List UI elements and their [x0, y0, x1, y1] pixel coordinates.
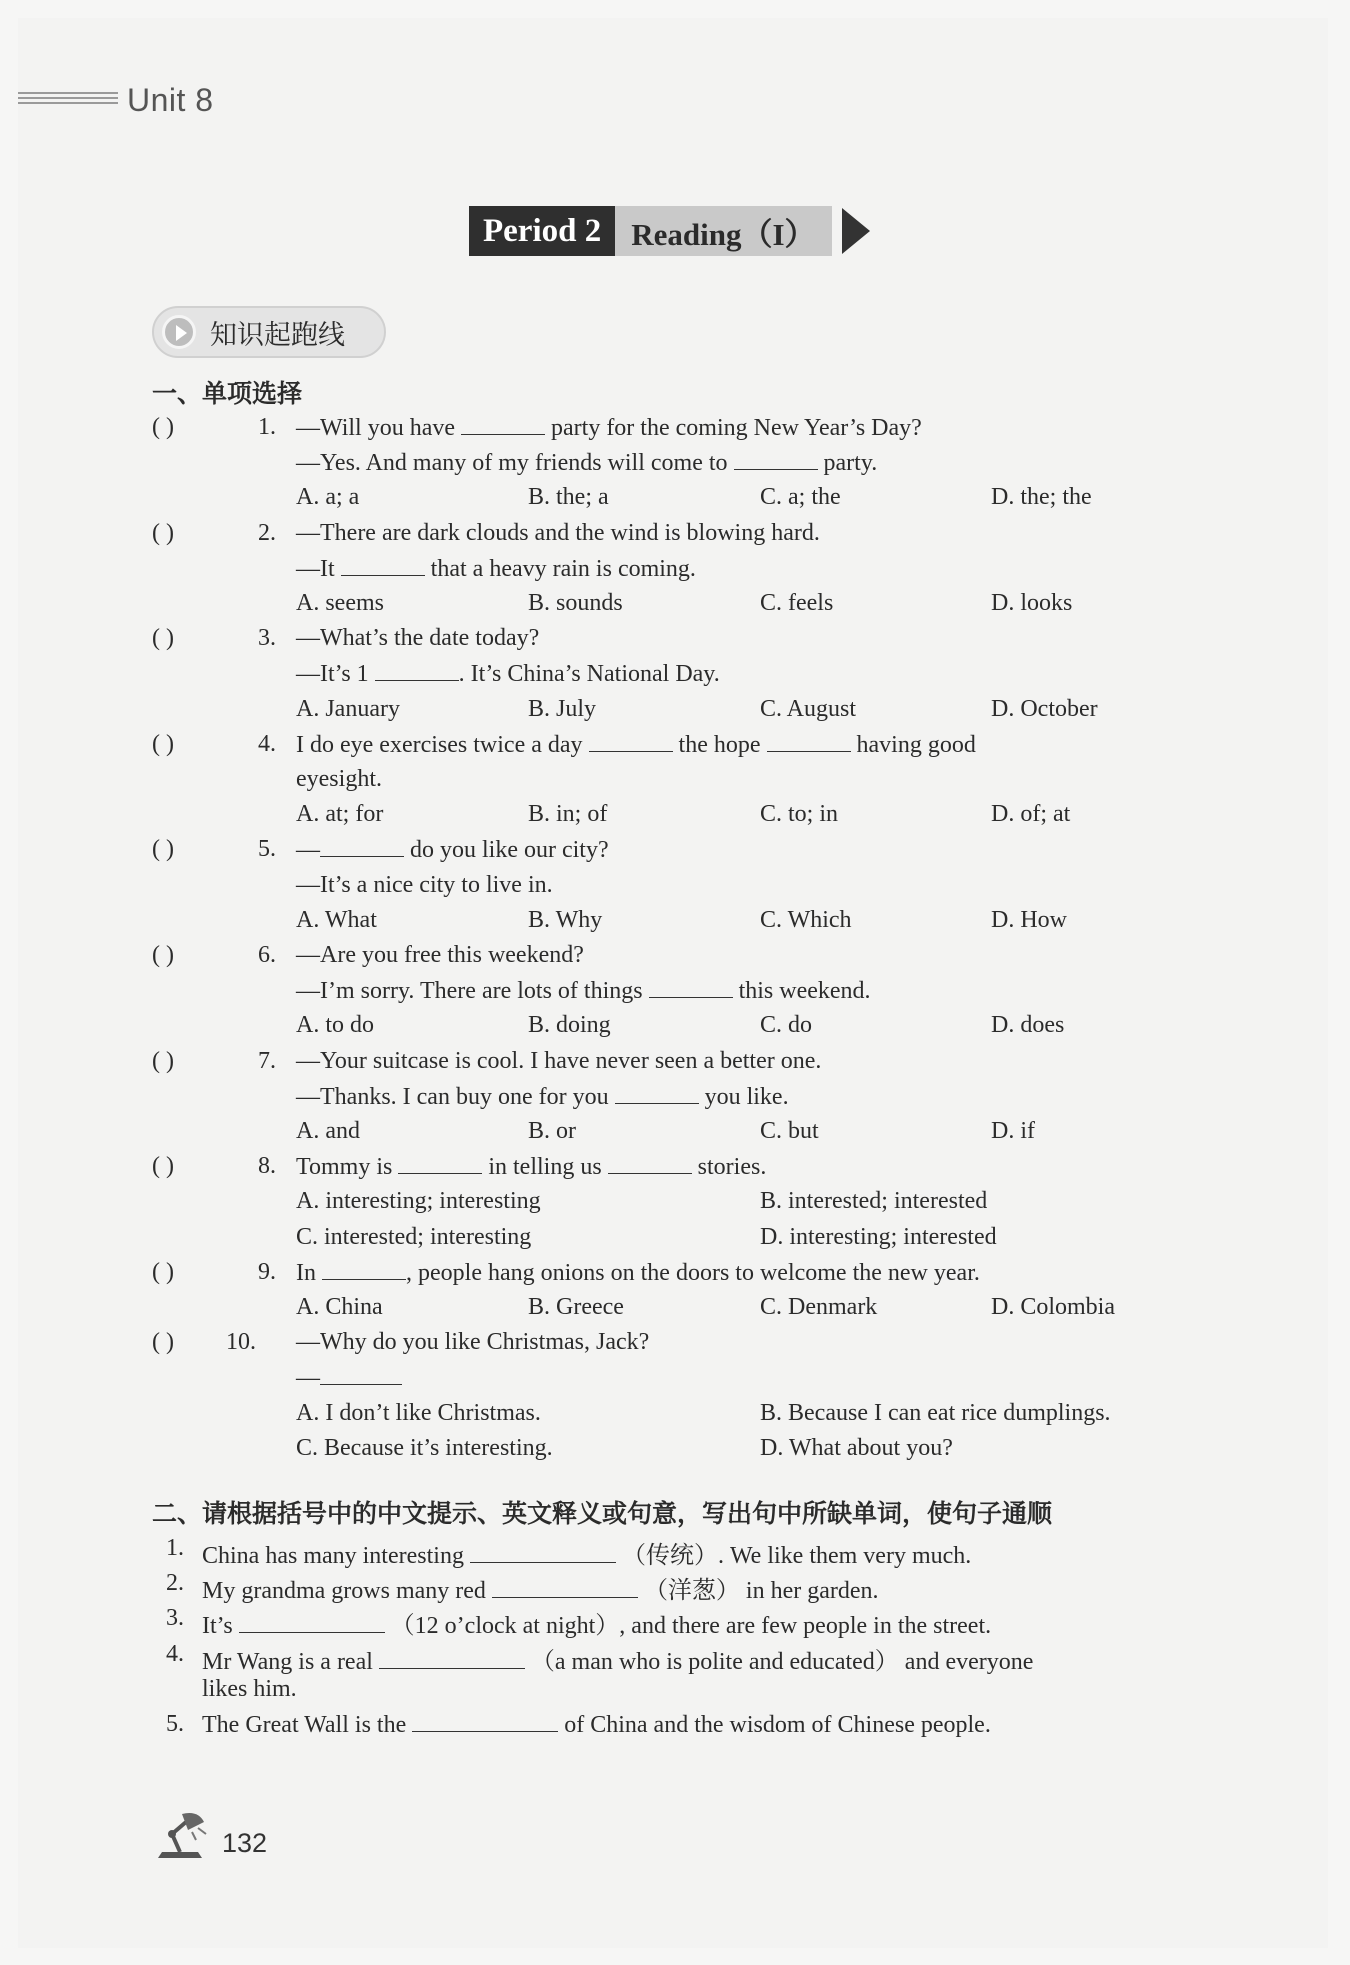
option-c[interactable]: C. August: [760, 695, 857, 722]
answer-paren: ( ): [152, 1329, 174, 1356]
fill-in-line: [202, 1641, 1033, 1676]
question-text: —Your suitcase is cool. I have never seen a better one.: [296, 1047, 822, 1074]
option-d[interactable]: D. of; at: [991, 801, 1071, 828]
answer-paren: ( ): [152, 836, 174, 863]
answer-blank[interactable]: [375, 660, 459, 681]
answer-blank[interactable]: [341, 555, 425, 576]
option-b[interactable]: B. Greece: [528, 1294, 624, 1320]
option-a[interactable]: A. at; for: [296, 801, 384, 828]
question-text: party.: [817, 450, 878, 477]
item-number: 4.: [166, 1640, 184, 1667]
option-b[interactable]: B. Why: [528, 906, 603, 933]
option-d[interactable]: D. looks: [991, 590, 1073, 616]
option-a[interactable]: A. a; a: [296, 484, 360, 511]
answer-blank[interactable]: [379, 1648, 525, 1669]
fill-in-hint: （12 o’clock at night）, and there are few people in the street.: [384, 1613, 992, 1640]
answer-paren: ( ): [152, 1047, 174, 1074]
answer-paren: ( ): [152, 1258, 174, 1285]
option-d[interactable]: D. interesting; interested: [760, 1223, 997, 1250]
question-text: —Thanks. I can buy one for you: [296, 1083, 615, 1110]
answer-paren: ( ): [152, 942, 174, 968]
question-line: [296, 625, 539, 652]
fill-in-text: My grandma grows many red: [202, 1578, 492, 1605]
arrow-icon: [842, 208, 870, 254]
question-text: —It’s a nice city to live in.: [296, 871, 553, 898]
question-number: 1.: [258, 414, 276, 440]
option-a[interactable]: A. to do: [296, 1012, 374, 1039]
question-line: [296, 1083, 789, 1111]
question-text: I do eye exercises twice a day: [296, 731, 589, 758]
question-number: 2.: [258, 519, 276, 546]
question-text: stories.: [691, 1154, 767, 1181]
option-d[interactable]: D. if: [991, 1118, 1035, 1144]
play-icon: [162, 315, 196, 349]
question-line: [296, 555, 696, 583]
item-number: 5.: [166, 1711, 184, 1737]
fill-in-line: [202, 1605, 991, 1640]
page-number: 132: [222, 1828, 268, 1858]
fill-in-line-cont: likes him.: [202, 1675, 297, 1702]
question-line: [296, 731, 976, 759]
answer-blank[interactable]: [320, 836, 404, 857]
option-a[interactable]: A. interesting; interesting: [296, 1188, 541, 1215]
option-c[interactable]: C. Denmark: [760, 1294, 878, 1320]
answer-paren: ( ): [152, 1153, 174, 1180]
question-text: —Are you free this weekend?: [296, 942, 584, 968]
answer-paren: ( ): [152, 625, 174, 652]
answer-blank[interactable]: [398, 1153, 482, 1174]
option-d[interactable]: D. does: [991, 1012, 1065, 1039]
answer-paren: ( ): [152, 414, 174, 440]
option-a[interactable]: A. What: [296, 906, 377, 933]
question-text: Tommy is: [296, 1154, 399, 1181]
period-banner: [469, 206, 870, 256]
question-text: eyesight.: [296, 766, 382, 792]
option-b[interactable]: B. July: [528, 695, 597, 722]
answer-paren: ( ): [152, 730, 174, 757]
answer-blank[interactable]: [412, 1711, 558, 1732]
question-line: [296, 942, 584, 969]
option-d[interactable]: D. What about you?: [760, 1434, 953, 1461]
answer-blank[interactable]: [649, 977, 733, 998]
option-c[interactable]: C. do: [760, 1012, 813, 1039]
question-line: [296, 1364, 402, 1392]
option-d[interactable]: D. Colombia: [991, 1294, 1115, 1320]
fill-in-text: Mr Wang is a real: [202, 1648, 379, 1675]
fill-in-hint: （洋葱） in her garden.: [637, 1578, 879, 1605]
fill-in-hint: （a man who is polite and educated） and everyone: [524, 1648, 1034, 1675]
question-number: 3.: [258, 625, 276, 652]
question-line: [296, 520, 820, 547]
fill-in-hint: of China and the wisdom of Chinese people.: [558, 1712, 991, 1738]
question-line: [296, 836, 609, 864]
option-c[interactable]: C. Because it’s interesting.: [296, 1434, 553, 1461]
option-c[interactable]: C. feels: [760, 590, 834, 616]
question-text: —There are dark clouds and the wind is blowing hard.: [296, 519, 820, 546]
option-b[interactable]: B. or: [528, 1118, 576, 1144]
option-b[interactable]: B. in; of: [528, 801, 608, 828]
answer-blank[interactable]: [767, 731, 851, 752]
question-number: 6.: [258, 942, 276, 968]
answer-blank[interactable]: [608, 1153, 692, 1174]
question-line: [296, 1153, 766, 1181]
question-number: 5.: [258, 836, 276, 863]
option-c[interactable]: C. interested; interesting: [296, 1223, 532, 1250]
fill-in-hint: （传统）. We like them very much.: [615, 1543, 972, 1569]
question-line: [296, 1259, 980, 1287]
option-d[interactable]: D. How: [991, 906, 1067, 933]
answer-blank[interactable]: [615, 1083, 699, 1104]
question-line: [296, 414, 922, 442]
option-d[interactable]: D. the; the: [991, 484, 1092, 511]
option-a[interactable]: A. January: [296, 695, 400, 722]
item-number: 3.: [166, 1605, 184, 1632]
header-decoration-lines: [18, 92, 118, 110]
question-text: , people hang onions on the doors to welcome the new year.: [406, 1259, 980, 1286]
option-b[interactable]: B. doing: [528, 1012, 611, 1039]
option-d[interactable]: D. October: [991, 695, 1098, 722]
item-number: 1.: [166, 1535, 184, 1561]
question-line: [296, 660, 720, 688]
question-text: —Yes. And many of my friends will come to: [296, 450, 734, 477]
fill-in-line: [202, 1535, 971, 1570]
question-text: —What’s the date today?: [296, 625, 540, 652]
question-text: —It’s 1: [296, 661, 375, 688]
question-line: [296, 872, 553, 899]
part1-title: 一、单项选择: [152, 379, 303, 408]
question-text: do you like our city?: [404, 837, 609, 864]
option-a[interactable]: A. seems: [296, 590, 384, 616]
question-text: —I’m sorry. There are lots of things: [296, 978, 649, 1005]
section-pill-label: 知识起跑线: [210, 319, 345, 351]
answer-blank[interactable]: [461, 414, 545, 435]
unit-title: Unit 8: [127, 82, 214, 118]
fill-in-text: The Great Wall is the: [202, 1712, 413, 1738]
question-line: [296, 1329, 649, 1356]
question-text: —Why do you like Christmas, Jack?: [296, 1329, 650, 1356]
item-number: 2.: [166, 1570, 184, 1597]
question-text: that a heavy rain is coming.: [424, 555, 696, 582]
fill-in-line: [202, 1711, 991, 1739]
reading-label: Reading（I）: [615, 206, 831, 256]
fill-in-line: [202, 1570, 879, 1605]
question-text: party for the coming New Year’s Day?: [545, 415, 922, 441]
fill-in-text: China has many interesting: [202, 1543, 470, 1569]
answer-blank[interactable]: [589, 731, 673, 752]
period-label: Period 2: [469, 206, 615, 256]
question-line: [296, 449, 877, 477]
part2-title: 二、请根据括号中的中文提示、英文释义或句意，写出句中所缺单词，使句子通顺: [152, 1499, 1053, 1528]
answer-blank[interactable]: [322, 1259, 406, 1280]
option-c[interactable]: C. to; in: [760, 801, 839, 828]
option-b[interactable]: B. Because I can eat rice dumplings.: [760, 1399, 1111, 1426]
question-text: this weekend.: [732, 978, 871, 1005]
fill-in-text: It’s: [202, 1613, 239, 1640]
question-number: 10.: [226, 1329, 256, 1356]
question-text: —: [296, 1365, 320, 1392]
question-number: 9.: [258, 1258, 276, 1285]
question-number: 8.: [258, 1153, 276, 1180]
option-c[interactable]: C. Which: [760, 906, 852, 933]
question-text: in telling us: [482, 1154, 608, 1181]
answer-paren: ( ): [152, 519, 174, 546]
question-text: In: [296, 1259, 322, 1286]
option-c[interactable]: C. but: [760, 1118, 819, 1144]
question-text: —: [296, 837, 320, 864]
lamp-icon: [152, 1808, 208, 1864]
question-text: —Will you have: [296, 415, 461, 441]
question-text: . It’s China’s National Day.: [458, 661, 720, 688]
question-text: you like.: [698, 1083, 789, 1110]
answer-blank[interactable]: [492, 1577, 638, 1598]
question-line: [296, 1048, 821, 1075]
option-a[interactable]: A. I don’t like Christmas.: [296, 1399, 541, 1426]
answer-blank[interactable]: [239, 1612, 385, 1633]
question-number: 7.: [258, 1047, 276, 1074]
question-text: —It: [296, 555, 341, 582]
option-b[interactable]: B. interested; interested: [760, 1188, 988, 1215]
answer-blank[interactable]: [320, 1364, 402, 1385]
option-a[interactable]: A. and: [296, 1118, 360, 1144]
question-line: [296, 766, 382, 793]
option-a[interactable]: A. China: [296, 1294, 383, 1320]
question-number: 4.: [258, 730, 276, 757]
option-b[interactable]: B. the; a: [528, 484, 609, 511]
section-pill: [152, 306, 386, 358]
question-text: having good: [850, 731, 976, 758]
option-b[interactable]: B. sounds: [528, 590, 623, 616]
question-text: the hope: [672, 731, 767, 758]
answer-blank[interactable]: [734, 449, 818, 470]
answer-blank[interactable]: [470, 1542, 616, 1563]
option-c[interactable]: C. a; the: [760, 484, 841, 511]
question-line: [296, 977, 871, 1005]
